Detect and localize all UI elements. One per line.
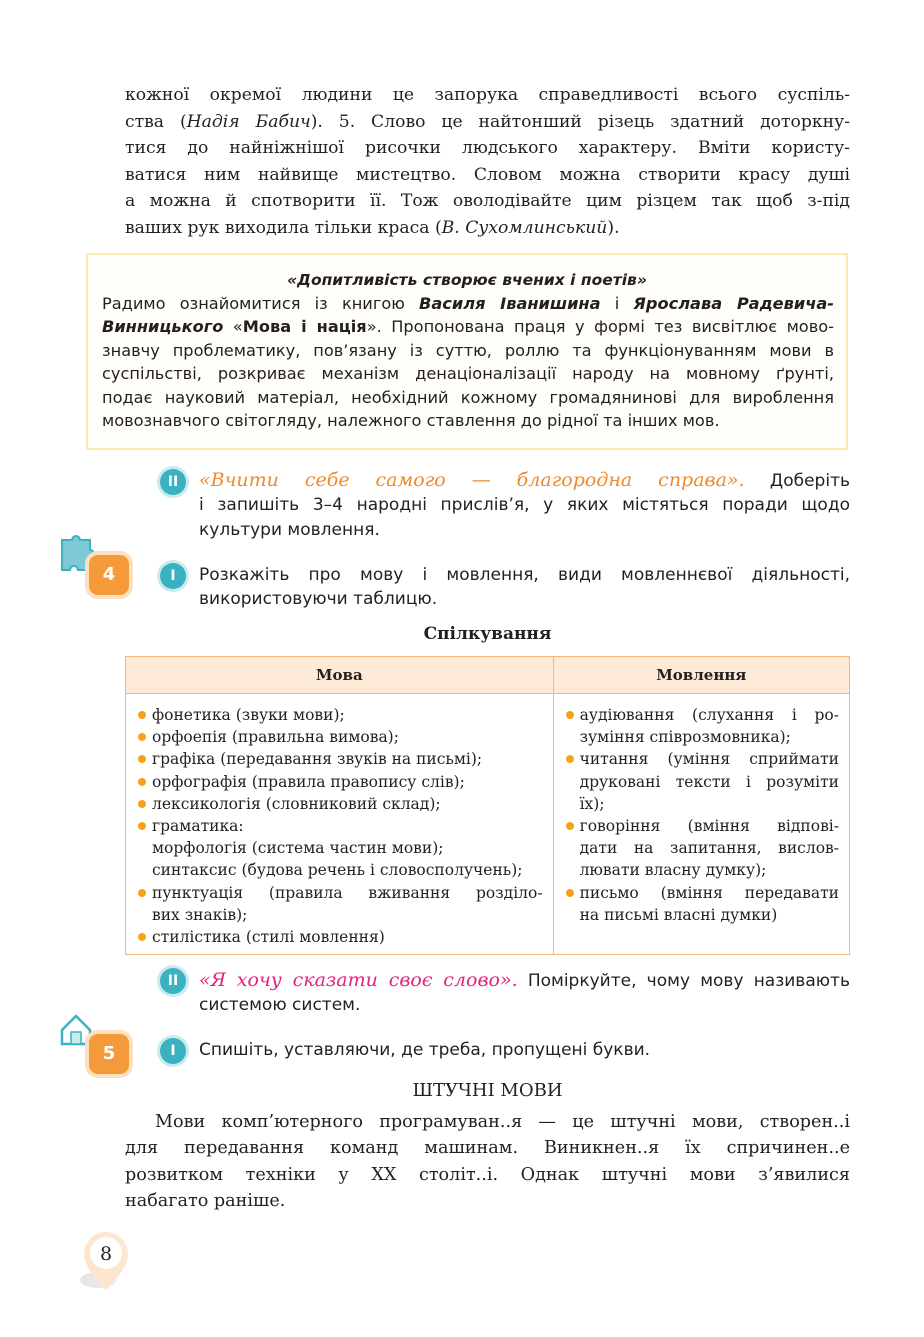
table-title: Спілкування — [423, 624, 552, 644]
list-item-continuation: дати на запитання, вислов- — [579, 839, 839, 858]
paragraph-line: кожної окремої людини це запорука справедливості всього суспіль- — [125, 85, 850, 105]
level-badge: II — [160, 968, 186, 994]
level-badge: I — [160, 1038, 186, 1064]
task-text: Розкажіть про мову і мовлення, види мовленнєвої діяльності, використовуючи таблицю. — [199, 565, 850, 610]
list-item: говоріння (вміння відпові- — [564, 815, 839, 837]
info-box — [86, 253, 848, 450]
paragraph-line: ватися ним найвище мистецтво. Словом можна створити красу душі — [125, 164, 850, 185]
section-title: ШТУЧНІ МОВИ — [412, 1080, 563, 1101]
list-item-continuation: вих знаків); — [152, 905, 248, 924]
list-item: читання (уміння сприймати — [564, 748, 839, 770]
list-item: графіка (передавання звуків на письмі); — [136, 748, 543, 770]
list-item: письмо (вміння передавати — [564, 882, 839, 904]
communication-table — [125, 656, 850, 955]
list-item: пунктуація (правила вживання розділо- — [136, 882, 543, 904]
list-item-continuation: їх); — [579, 794, 605, 813]
paragraph-line: а можна й спотворити її. Тож оволодівайте цим різцем так щоб з-під — [125, 191, 850, 212]
task-text: «Вчити себе самого — благородна справа». Доберіть і запишіть 3–4 народні прислів’я, у яких містяться поради щодо культури мовлення. — [199, 469, 850, 540]
list-item-continuation: друковані тексти і розуміти — [579, 772, 839, 791]
column-header-language: Мова — [126, 657, 554, 694]
list-item: лексикологія (словниковий склад); — [136, 793, 543, 815]
paragraph-line: ства (Надія Бабич). 5. Слово це найтонший різець здатний доторкну- — [125, 111, 850, 132]
paragraph-line: тися до найніжнішої рисочки людського характеру. Вміти користу- — [125, 138, 850, 159]
level-badge: II — [160, 469, 186, 495]
list-subitem: синтаксис (будова речень і словосполучень); — [152, 861, 523, 880]
exercise-number-5: 5 — [89, 1034, 129, 1074]
task-text: «Я хочу сказати своє слово». Поміркуйте, чому мову називають системою систем. — [199, 969, 850, 1016]
list-item: стилістика (стилі мовлення) — [136, 926, 543, 948]
info-box-title: «Допитливість створює вчених і поетів» — [287, 271, 647, 289]
list-item-continuation: лювати власну думку); — [579, 861, 767, 880]
speech-cell — [553, 694, 849, 955]
info-box-body: Радимо ознайомитися із книгою Василя Іванишина і Ярослава Радевича- Винницького «Мова і нація». Пропонована праця у формі тез висвітлює мово- знавчу проблематику, пов’язану із суттю, роллю та функціонуванням мови в суспільстві, розкриває механізм денаціоналізації народу на мовному ґрунті, подає науковий матеріал, необхідний кожному громадянинові для вироблення мовознавчого світогляду, належного ставлення до рідної та інших мов. — [102, 294, 834, 431]
paragraph-line: ваших рук виходила тільки краса (В. Сухомлинський). — [125, 217, 620, 238]
list-item: орфоепія (правильна вимова); — [136, 726, 543, 748]
level-badge: I — [160, 563, 186, 589]
list-item: орфографія (правила правопису слів); — [136, 771, 543, 793]
list-subitem: морфологія (система частин мови); — [152, 839, 444, 858]
top-paragraph — [125, 82, 850, 242]
bottom-paragraph: Мови комп’ютерного програмуван..я — це штучні мови, створен..і для передавання команд машинам. Виникнен..я їх спричинен..е розвитком техніки у ХХ століт..і. Однак штучні мови з’явилися набагато раніше. — [125, 1112, 850, 1212]
list-item: фонетика (звуки мови); — [136, 704, 543, 726]
task-text: Спишіть, уставляючи, де треба, пропущені букви. — [199, 1040, 651, 1060]
list-item: аудіювання (слухання і ро- — [564, 704, 839, 726]
page-number: 8 — [99, 1243, 113, 1265]
column-header-speech: Мовлення — [553, 657, 849, 694]
list-item: граматика: — [136, 815, 543, 837]
list-item-continuation: на письмі власні думки) — [579, 905, 778, 924]
language-cell — [126, 694, 554, 955]
list-item-continuation: зуміння співрозмовника); — [579, 728, 791, 747]
exercise-number-4: 4 — [89, 555, 129, 595]
